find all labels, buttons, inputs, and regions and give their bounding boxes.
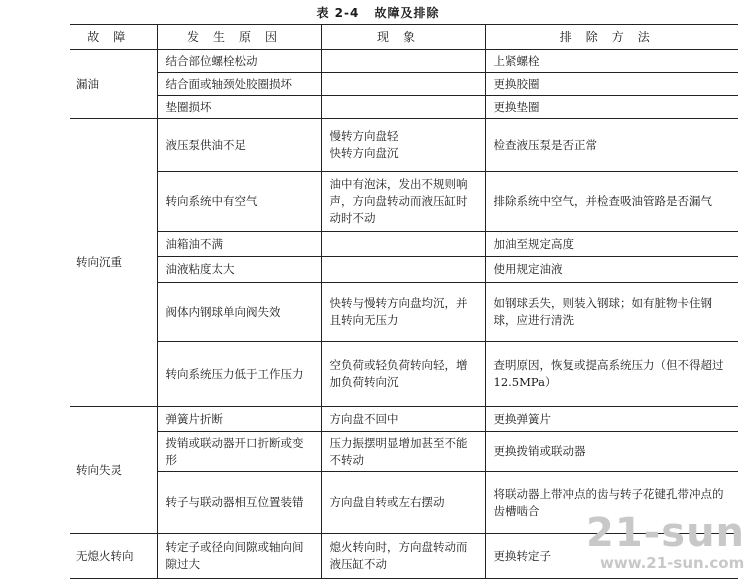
remedy-cell: 更换垫圈: [485, 96, 738, 119]
symptom-cell: [321, 50, 485, 73]
cause-cell: 转子与联动器相互位置装错: [157, 472, 321, 534]
cause-cell: 液压泵供油不足: [157, 119, 321, 172]
symptom-cell: 油中有泡沫，发出不规则响声，方向盘转动而液压缸时动时不动: [321, 172, 485, 232]
remedy-cell: 更换转定子: [485, 534, 738, 579]
watermark-url: www.21-sun.com: [600, 554, 745, 572]
watermark-logo: 21-sun: [586, 510, 746, 556]
table-caption: [0, 4, 756, 21]
remedy-cell: 使用规定油液: [485, 257, 738, 283]
symptom-cell: 压力振摆明显增加甚至不能不转动: [321, 432, 485, 472]
table-row: [70, 73, 738, 96]
cause-cell: 油液粘度太大: [157, 257, 321, 283]
cause-cell: 阀体内钢球单向阀失效: [157, 283, 321, 342]
table-row: [70, 172, 738, 232]
cause-cell: 垫圈损坏: [157, 96, 321, 119]
remedy-cell: 上紧螺栓: [485, 50, 738, 73]
remedy-cell: 排除系统中空气，并检查吸油管路是否漏气: [485, 172, 738, 232]
table-number: 表 2-4: [316, 6, 360, 20]
table-row: [70, 232, 738, 257]
symptom-cell: 慢转方向盘轻 快转方向盘沉: [321, 119, 485, 172]
table-row: [70, 119, 738, 172]
symptom-cell: [321, 96, 485, 119]
remedy-cell: 检查液压泵是否正常: [485, 119, 738, 172]
table-row: [70, 96, 738, 119]
table-title: 故障及排除: [374, 6, 440, 20]
table-row: [70, 50, 738, 73]
table-row: [70, 407, 738, 432]
fault-cell: 无熄火转向: [70, 534, 157, 579]
remedy-cell: 如钢球丢失，则装入钢球；如有脏物卡住钢球，应进行清洗: [485, 283, 738, 342]
fault-table: [70, 24, 738, 579]
remedy-cell: 更换拨销或联动器: [485, 432, 738, 472]
cause-cell: 弹簧片折断: [157, 407, 321, 432]
fault-cell: 漏油: [70, 50, 157, 119]
symptom-cell: [321, 257, 485, 283]
symptom-cell: 熄火转向时，方向盘转动而液压缸不动: [321, 534, 485, 579]
header-remedy: 排除方法: [485, 25, 738, 50]
cause-cell: 油箱油不满: [157, 232, 321, 257]
cause-cell: 转定子或径向间隙或轴向间隙过大: [157, 534, 321, 579]
fault-cell: 转向失灵: [70, 407, 157, 534]
symptom-cell: [321, 232, 485, 257]
remedy-cell: 加油至规定高度: [485, 232, 738, 257]
symptom-cell: 方向盘自转或左右摆动: [321, 472, 485, 534]
symptom-cell: 快转与慢转方向盘均沉，并且转向无压力: [321, 283, 485, 342]
remedy-cell: 更换弹簧片: [485, 407, 738, 432]
cause-cell: 结合面或轴颈处胶圈损坏: [157, 73, 321, 96]
header-row: [70, 25, 738, 50]
table-row: [70, 342, 738, 407]
cause-cell: 转向系统压力低于工作压力: [157, 342, 321, 407]
symptom-cell: [321, 73, 485, 96]
header-cause: 发生原因: [157, 25, 321, 50]
header-fault: 故障: [70, 25, 157, 50]
symptom-cell: 方向盘不回中: [321, 407, 485, 432]
symptom-cell: 空负荷或轻负荷转向轻，增加负荷转向沉: [321, 342, 485, 407]
remedy-cell: 更换胶圈: [485, 73, 738, 96]
table-row: [70, 283, 738, 342]
cause-cell: 拨销或联动器开口折断或变形: [157, 432, 321, 472]
fault-cell: 转向沉重: [70, 119, 157, 407]
table-row: [70, 432, 738, 472]
remedy-cell: 查明原因，恢复或提高系统压力（但不得超过12.5MPa）: [485, 342, 738, 407]
header-symptom: 现象: [321, 25, 485, 50]
cause-cell: 转向系统中有空气: [157, 172, 321, 232]
remedy-cell: 将联动器上带冲点的齿与转子花键孔带冲点的齿槽啮合: [485, 472, 738, 534]
cause-cell: 结合部位螺栓松动: [157, 50, 321, 73]
table-row: [70, 257, 738, 283]
